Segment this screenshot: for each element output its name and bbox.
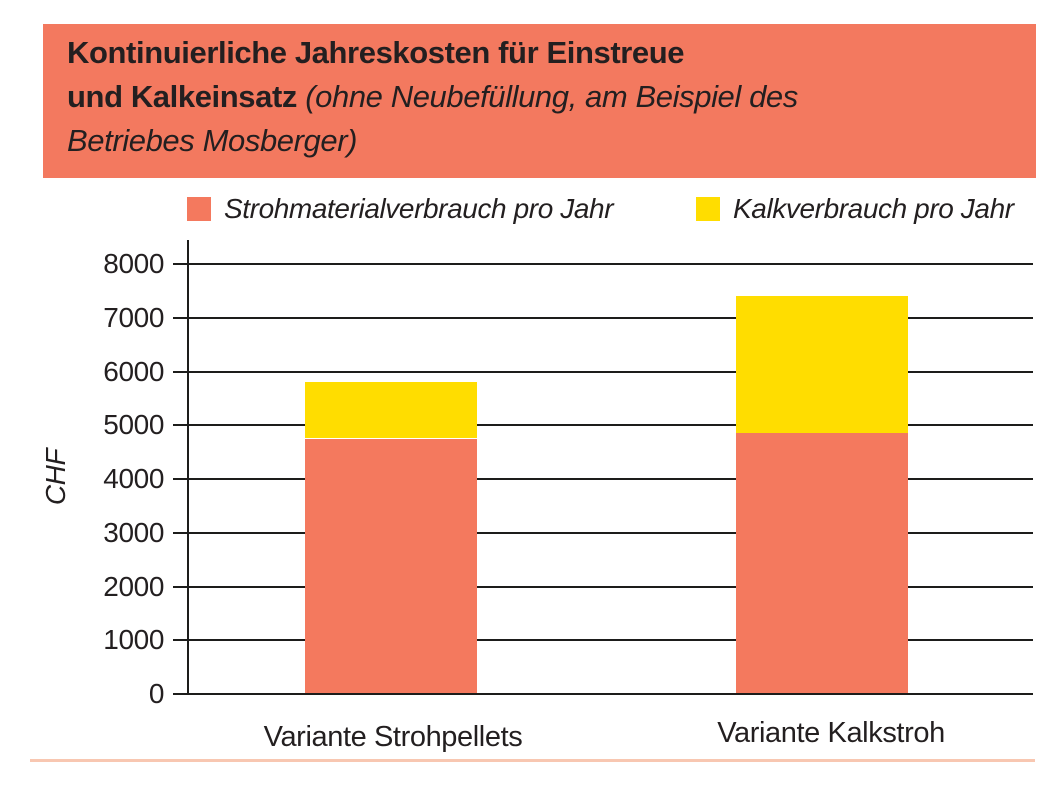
x-axis-baseline [173,693,1033,695]
chart-subtitle-italic-2: (ohne Neubefüllung, am Beispiel des [305,79,798,114]
footer-divider [30,759,1035,762]
x-axis-label: Variante Kalkstroh [717,717,945,749]
y-axis-tick [173,424,187,426]
y-tick-label: 7000 [103,302,164,333]
legend-label: Kalkverbrauch pro Jahr [733,193,1014,224]
bar-segment-kalk [305,382,477,438]
y-tick-label: 0 [148,678,164,709]
y-axis-tick [173,532,187,534]
y-tick-label: 6000 [103,356,164,387]
y-axis-tick [173,478,187,480]
legend-label: Strohmaterialverbrauch pro Jahr [224,193,614,224]
y-axis-title: CHF [40,448,71,506]
y-axis-tick [173,317,187,319]
y-tick-label: 1000 [103,624,164,655]
y-tick-label: 5000 [103,409,164,440]
bar-segment-kalk [736,296,908,433]
x-axis-label: Variante Strohpellets [263,721,523,753]
y-tick-label: 8000 [103,248,164,279]
chart-title-bold-2: und Kalkeinsatz [67,79,297,114]
y-tick-label: 4000 [103,463,164,494]
y-axis-tick [173,639,187,641]
chart-title-bold-1: Kontinuierliche Jahreskosten für Einstreue [67,35,685,70]
y-tick-label: 2000 [103,571,164,602]
gridline [187,263,1033,265]
y-tick-label: 3000 [103,517,164,548]
bar-segment-strohmaterial [305,439,477,694]
y-axis-tick [173,371,187,373]
chart-subtitle-italic-3: Betriebes Mosberger) [67,123,358,158]
y-axis-tick [173,263,187,265]
bar-segment-strohmaterial [736,433,908,694]
y-axis-tick [173,586,187,588]
y-axis-line [187,240,189,694]
